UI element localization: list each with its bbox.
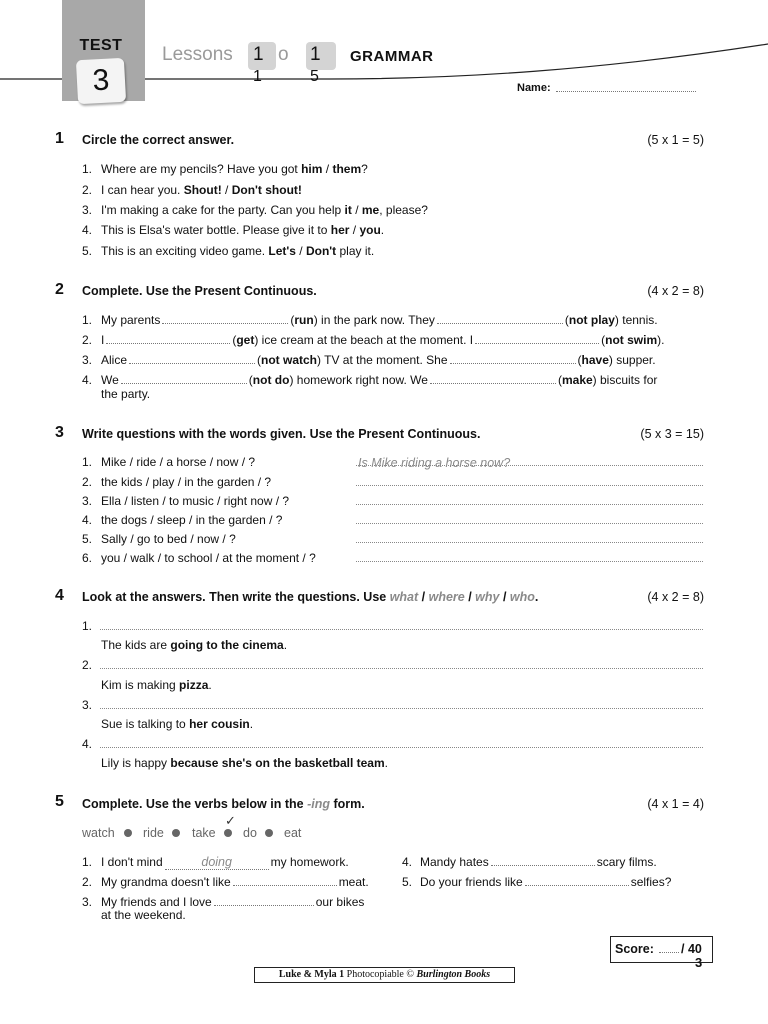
item-text bbox=[101, 895, 364, 909]
lesson-from-digit-2: 1 bbox=[253, 68, 262, 85]
answer-blank[interactable] bbox=[162, 313, 288, 324]
option-sep: / bbox=[351, 203, 362, 217]
answer-blank[interactable] bbox=[121, 373, 247, 384]
answer-line[interactable] bbox=[356, 485, 703, 486]
answer-blank[interactable] bbox=[129, 353, 255, 364]
item-stem: I bbox=[101, 333, 105, 347]
instruction-ing: -ing bbox=[307, 797, 330, 811]
checkmark-icon: ✓ bbox=[225, 813, 236, 828]
item-text bbox=[101, 162, 368, 176]
option-a[interactable]: Let's bbox=[268, 244, 296, 258]
item-end: . bbox=[380, 223, 385, 237]
item-stem: I don't mind bbox=[101, 855, 163, 869]
item-stem: Where are my pencils? Have you got bbox=[101, 162, 302, 176]
option-b[interactable]: them bbox=[332, 162, 362, 176]
verb-cue: have bbox=[581, 353, 609, 367]
item-number: 2. bbox=[82, 875, 93, 889]
answer-blank[interactable] bbox=[475, 333, 599, 344]
bullet-dot bbox=[124, 829, 132, 837]
answer-blank[interactable] bbox=[214, 895, 314, 906]
item-text: We (not do) homework right now. We (make) biscuits for bbox=[101, 373, 658, 387]
item-number: 3. bbox=[82, 698, 93, 712]
item-prompt: you / walk / to school / at the moment / ? bbox=[101, 551, 316, 565]
item-end: scary films. bbox=[596, 855, 657, 869]
item-stem: My grandma doesn't like bbox=[101, 875, 231, 889]
answer-focus: because she's on the basketball team bbox=[170, 756, 385, 770]
item-number: 4. bbox=[82, 737, 93, 751]
verb-cue: not play bbox=[568, 313, 615, 327]
option-b[interactable]: Don't shout! bbox=[231, 183, 302, 197]
answer-focus: pizza bbox=[179, 678, 209, 692]
lessons-label: Lessons bbox=[162, 44, 233, 65]
answer-blank[interactable] bbox=[437, 313, 563, 324]
item-stem: I'm making a cake for the party. Can you help bbox=[101, 203, 345, 217]
item-text bbox=[101, 855, 349, 870]
test-number: 3 bbox=[76, 58, 126, 104]
option-a[interactable]: her bbox=[330, 223, 350, 237]
photocopiable-label: Photocopiable bbox=[346, 969, 404, 980]
item-stem: This is Elsa's water bottle. Please give it to bbox=[101, 223, 331, 237]
item-end: meat. bbox=[338, 875, 369, 889]
answer-line[interactable] bbox=[356, 504, 703, 505]
item-stem: Do your friends like bbox=[420, 875, 523, 889]
item-end: , please? bbox=[379, 203, 428, 217]
instruction-end: . bbox=[534, 590, 539, 604]
score-total: / 40 bbox=[681, 942, 702, 956]
item-number: 5. bbox=[402, 875, 413, 889]
item-text bbox=[101, 223, 384, 237]
exercise-number: 1 bbox=[55, 130, 64, 147]
bullet-dot bbox=[224, 829, 232, 837]
exercise-score: (4 x 2 = 8) bbox=[647, 590, 704, 604]
item-text bbox=[420, 875, 671, 889]
verb-cue: make bbox=[561, 373, 593, 387]
item-text: I (get) ice cream at the beach at the moment. I (not swim). bbox=[101, 333, 665, 347]
item-prompt: Ella / listen / to music / right now / ? bbox=[101, 494, 290, 508]
item-text: My parents (run) in the park now. They (not play) tennis. bbox=[101, 313, 658, 327]
answer-line[interactable] bbox=[356, 465, 703, 466]
answer-blank[interactable]: doing bbox=[165, 855, 269, 870]
example-answer: Is Mike riding a horse now? bbox=[358, 456, 511, 470]
to-word: o bbox=[278, 44, 289, 65]
item-end: our bikes bbox=[315, 895, 365, 909]
answer-blank[interactable] bbox=[525, 875, 629, 886]
test-label: TEST bbox=[79, 37, 123, 54]
answer-blank[interactable] bbox=[491, 855, 595, 866]
option-a[interactable]: it bbox=[344, 203, 352, 217]
verb-cue: not watch bbox=[261, 353, 318, 367]
question-word: what bbox=[389, 590, 419, 604]
item-stem: ice cream at the beach at the moment. I bbox=[258, 333, 474, 347]
exercise-score: (4 x 2 = 8) bbox=[647, 284, 704, 298]
answer-line[interactable] bbox=[356, 523, 703, 524]
item-number: 2. bbox=[82, 475, 93, 489]
answer-blank[interactable] bbox=[106, 333, 230, 344]
answer-blank[interactable] bbox=[430, 373, 556, 384]
verb-cue: not do bbox=[252, 373, 290, 387]
item-end: biscuits for bbox=[596, 373, 658, 387]
answer-end: . bbox=[283, 638, 288, 652]
answer-focus: going to the cinema bbox=[170, 638, 284, 652]
exercise-number: 4 bbox=[55, 587, 64, 604]
bullet-dot bbox=[172, 829, 180, 837]
item-text: Alice (not watch) TV at the moment. She (have) supper. bbox=[101, 353, 656, 367]
item-stem: Alice bbox=[101, 353, 128, 367]
answer-focus: her cousin bbox=[189, 717, 250, 731]
publisher-name: Burlington Books bbox=[416, 969, 491, 980]
item-end: play it. bbox=[336, 244, 375, 258]
item-continuation: the party. bbox=[101, 387, 151, 401]
item-number: 3. bbox=[82, 353, 93, 367]
answer-given bbox=[101, 717, 253, 731]
answer-line[interactable] bbox=[356, 561, 703, 562]
item-stem: My parents bbox=[101, 313, 161, 327]
answer-line[interactable] bbox=[100, 629, 703, 630]
item-number: 5. bbox=[82, 244, 93, 258]
option-a[interactable]: Shout! bbox=[183, 183, 222, 197]
answer-stem: The kids are bbox=[101, 638, 171, 652]
separator: / bbox=[464, 590, 476, 604]
answer-line[interactable] bbox=[100, 747, 703, 748]
verb-word: ride bbox=[143, 826, 164, 840]
option-b[interactable]: Don't bbox=[305, 244, 337, 258]
option-sep: / bbox=[322, 162, 333, 176]
answer-line[interactable] bbox=[100, 668, 703, 669]
item-end: my homework. bbox=[270, 855, 349, 869]
option-sep: / bbox=[349, 223, 360, 237]
exercise-instruction: Circle the correct answer. bbox=[82, 133, 235, 147]
copyright-symbol: © bbox=[406, 969, 414, 980]
verb-word: watch bbox=[82, 826, 115, 840]
item-number: 6. bbox=[82, 551, 93, 565]
exercise-score: (5 x 3 = 15) bbox=[640, 427, 704, 441]
answer-stem: Sue is talking to bbox=[101, 717, 190, 731]
item-number: 1. bbox=[82, 313, 93, 327]
exercise-number: 3 bbox=[55, 424, 64, 441]
verb-word: eat bbox=[284, 826, 302, 840]
footer-credit bbox=[254, 967, 515, 983]
option-a[interactable]: him bbox=[301, 162, 323, 176]
answer-end: . bbox=[384, 756, 388, 770]
separator: / bbox=[499, 590, 510, 604]
item-number: 3. bbox=[82, 494, 93, 508]
item-number: 3. bbox=[82, 895, 93, 909]
item-number: 2. bbox=[82, 333, 93, 347]
item-number: 2. bbox=[82, 658, 93, 672]
answer-given bbox=[101, 678, 212, 692]
item-stem: I can hear you. bbox=[101, 183, 184, 197]
question-word: who bbox=[509, 590, 535, 604]
item-stem: My friends and I love bbox=[101, 895, 212, 909]
item-continuation: at the weekend. bbox=[101, 908, 186, 922]
separator: / bbox=[418, 590, 429, 604]
item-stem: This is an exciting video game. bbox=[101, 244, 269, 258]
item-end: selfies? bbox=[630, 875, 672, 889]
verb-word: take bbox=[192, 826, 216, 840]
exercise-number: 2 bbox=[55, 281, 64, 298]
item-stem: TV at the moment. She bbox=[321, 353, 448, 367]
item-stem: Mandy hates bbox=[420, 855, 489, 869]
exercise-instruction bbox=[82, 797, 365, 811]
answer-blank[interactable] bbox=[450, 353, 576, 364]
option-sep: / bbox=[295, 244, 306, 258]
item-prompt: Mike / ride / a horse / now / ? bbox=[101, 455, 256, 469]
question-word: where bbox=[428, 590, 465, 604]
score-field[interactable] bbox=[659, 952, 679, 953]
lesson-to-digit: 1 bbox=[310, 44, 321, 65]
item-number: 4. bbox=[82, 513, 93, 527]
exercise-score: (4 x 1 = 4) bbox=[647, 797, 704, 811]
item-number: 4. bbox=[82, 373, 93, 387]
answer-line[interactable] bbox=[100, 708, 703, 709]
item-number: 1. bbox=[82, 162, 93, 176]
answer-end: . bbox=[249, 717, 254, 731]
answer-end: . bbox=[208, 678, 212, 692]
item-text bbox=[101, 875, 369, 889]
instruction-end: form. bbox=[329, 797, 365, 811]
answer-stem: Kim is making bbox=[101, 678, 180, 692]
exercise-instruction bbox=[82, 590, 538, 604]
item-number: 5. bbox=[82, 532, 93, 546]
exercise-number: 5 bbox=[55, 793, 64, 810]
answer-blank[interactable] bbox=[233, 875, 337, 886]
exercise-instruction: Write questions with the words given. Use the Present Continuous. bbox=[82, 427, 481, 441]
verb-cue: get bbox=[236, 333, 255, 347]
item-prompt: Sally / go to bed / now / ? bbox=[101, 532, 236, 546]
option-b[interactable]: me bbox=[361, 203, 380, 217]
name-label: Name: bbox=[517, 82, 551, 94]
answer-given bbox=[101, 638, 287, 652]
item-text bbox=[420, 855, 657, 869]
verb-cue: run bbox=[294, 313, 314, 327]
name-field[interactable] bbox=[556, 91, 696, 92]
item-end: supper. bbox=[612, 353, 656, 367]
section-title: GRAMMAR bbox=[350, 48, 434, 65]
item-stem: homework right now. We bbox=[293, 373, 428, 387]
exercise-score: (5 x 1 = 5) bbox=[647, 133, 704, 147]
item-text bbox=[101, 183, 302, 197]
page-number: 3 bbox=[695, 955, 703, 970]
item-end: tennis. bbox=[618, 313, 658, 327]
bullet-dot bbox=[265, 829, 273, 837]
score-label: Score: bbox=[615, 942, 654, 956]
verb-word: do bbox=[243, 826, 257, 840]
item-end: ? bbox=[361, 162, 368, 176]
verb-cue: not swim bbox=[605, 333, 658, 347]
question-word: why bbox=[475, 590, 500, 604]
item-number: 1. bbox=[82, 619, 93, 633]
item-text bbox=[101, 244, 374, 258]
item-prompt: the dogs / sleep / in the garden / ? bbox=[101, 513, 283, 527]
item-number: 4. bbox=[82, 223, 93, 237]
instruction-text: Look at the answers. Then write the questions. Use bbox=[82, 590, 390, 604]
lesson-from-digit: 1 bbox=[253, 44, 264, 65]
item-prompt: the kids / play / in the garden / ? bbox=[101, 475, 272, 489]
book-title: Luke & Myla 1 bbox=[278, 969, 345, 980]
item-number: 3. bbox=[82, 203, 93, 217]
instruction-text: Complete. Use the verbs below in the bbox=[82, 797, 308, 811]
exercise-instruction: Complete. Use the Present Continuous. bbox=[82, 284, 317, 298]
item-number: 1. bbox=[82, 455, 93, 469]
item-end: . bbox=[661, 333, 665, 347]
option-sep: / bbox=[221, 183, 232, 197]
item-number: 1. bbox=[82, 855, 93, 869]
item-stem: We bbox=[101, 373, 119, 387]
item-number: 2. bbox=[82, 183, 93, 197]
lesson-to-digit-2: 5 bbox=[310, 68, 319, 85]
item-stem: in the park now. They bbox=[317, 313, 435, 327]
item-number: 4. bbox=[402, 855, 413, 869]
answer-stem: Lily is happy bbox=[101, 756, 171, 770]
answer-line[interactable] bbox=[356, 542, 703, 543]
option-b[interactable]: you bbox=[359, 223, 381, 237]
item-text bbox=[101, 203, 428, 217]
answer-given bbox=[101, 756, 388, 770]
